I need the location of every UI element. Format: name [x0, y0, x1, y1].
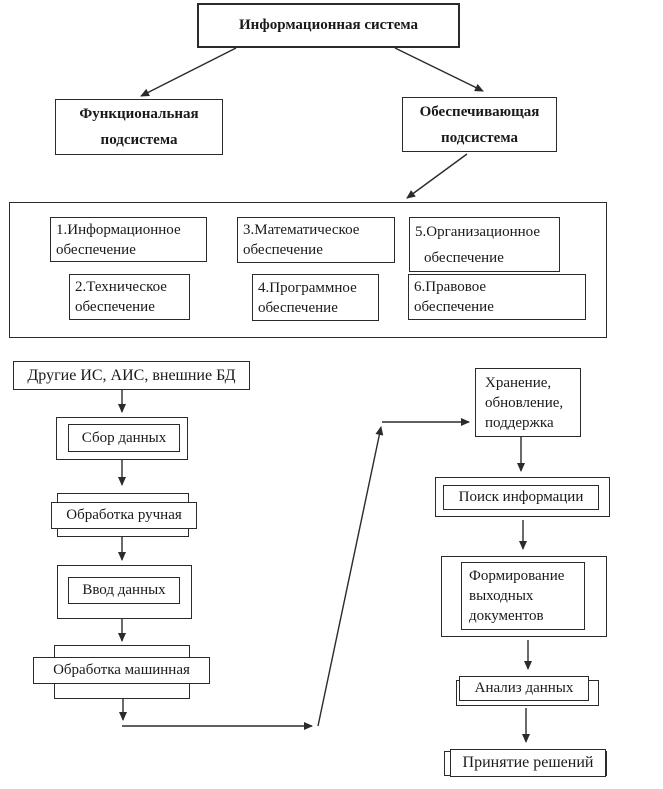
subsystem-organizational-line2: обеспечение: [424, 249, 504, 266]
data-input-label: Ввод данных: [82, 582, 166, 598]
storage-line2: обновление,: [485, 394, 564, 411]
storage-line1: Хранение,: [485, 374, 552, 391]
subsystem-box-legal: [408, 274, 586, 320]
manual-processing-box: [51, 502, 197, 529]
output-docs-box: [441, 556, 607, 637]
collect-data-box: [56, 417, 188, 460]
providing-subsystem-box: [402, 97, 557, 152]
subsystem-organizational-line1: 5.Организационное: [415, 223, 540, 240]
arrow-root-to-providing: [395, 48, 483, 91]
subsystem-box-information: [50, 217, 207, 262]
output-docs-line3: документов: [469, 608, 544, 624]
arrow-diagonal-up: [318, 427, 381, 726]
subsystem-box-technical: [69, 274, 190, 320]
analysis-label: Анализ данных: [474, 680, 574, 696]
subsystem-box-organizational: [409, 217, 560, 272]
analysis-box: [459, 676, 589, 701]
subsystem-technical-line2: обеспечение: [75, 299, 155, 315]
storage-line3: поддержка: [485, 414, 554, 431]
decision-label: Принятие решений: [462, 754, 594, 771]
functional-subsystem-box: [55, 99, 223, 155]
data-input-inner-box: [68, 577, 180, 604]
collect-data-label: Сбор данных: [81, 429, 167, 446]
machine-processing-label: Обработка машинная: [53, 662, 190, 678]
providing-subsystem-line2: подсистема: [441, 129, 518, 146]
subsystem-legal-line1: 6.Правовое: [414, 279, 487, 295]
collect-data-inner-box: [68, 424, 180, 452]
subsystem-box-mathematical: [237, 217, 395, 263]
subsystem-information-line2: обеспечение: [56, 241, 136, 258]
subsystem-information-line1: 1.Информационное: [56, 221, 181, 238]
external-sources-box: [13, 361, 250, 390]
machine-processing-box: [33, 657, 210, 684]
output-docs-line2: выходных: [469, 588, 534, 604]
external-sources-label: Другие ИС, АИС, внешние БД: [27, 366, 236, 384]
arrow-providing-to-subsystems: [407, 154, 467, 198]
search-info-box: [435, 477, 610, 517]
storage-box: [475, 368, 581, 437]
subsystem-software-line2: обеспечение: [258, 299, 338, 316]
manual-processing-label: Обработка ручная: [66, 507, 182, 523]
output-docs-line1: Формирование: [469, 568, 565, 584]
subsystem-legal-line2: обеспечение: [414, 299, 494, 315]
decision-box: [450, 749, 606, 777]
data-input-box: [57, 565, 192, 619]
functional-subsystem-line2: подсистема: [100, 132, 178, 148]
arrow-root-to-functional: [141, 48, 236, 96]
subsystem-mathematical-line2: обеспечение: [243, 242, 323, 258]
subsystem-software-line1: 4.Программное: [258, 279, 357, 296]
providing-subsystem-line1: Обеспечивающая: [419, 103, 540, 120]
subsystem-mathematical-line1: 3.Математическое: [243, 222, 360, 238]
information-system-label: Информационная система: [239, 17, 418, 33]
information-system-box: [197, 3, 460, 48]
search-info-inner-box: [443, 485, 599, 510]
subsystem-box-software: [252, 274, 379, 321]
search-info-label: Поиск информации: [458, 489, 584, 505]
subsystem-technical-line1: 2.Техническое: [75, 279, 167, 295]
functional-subsystem-line1: Функциональная: [79, 106, 199, 122]
output-docs-inner-box: [461, 562, 585, 630]
